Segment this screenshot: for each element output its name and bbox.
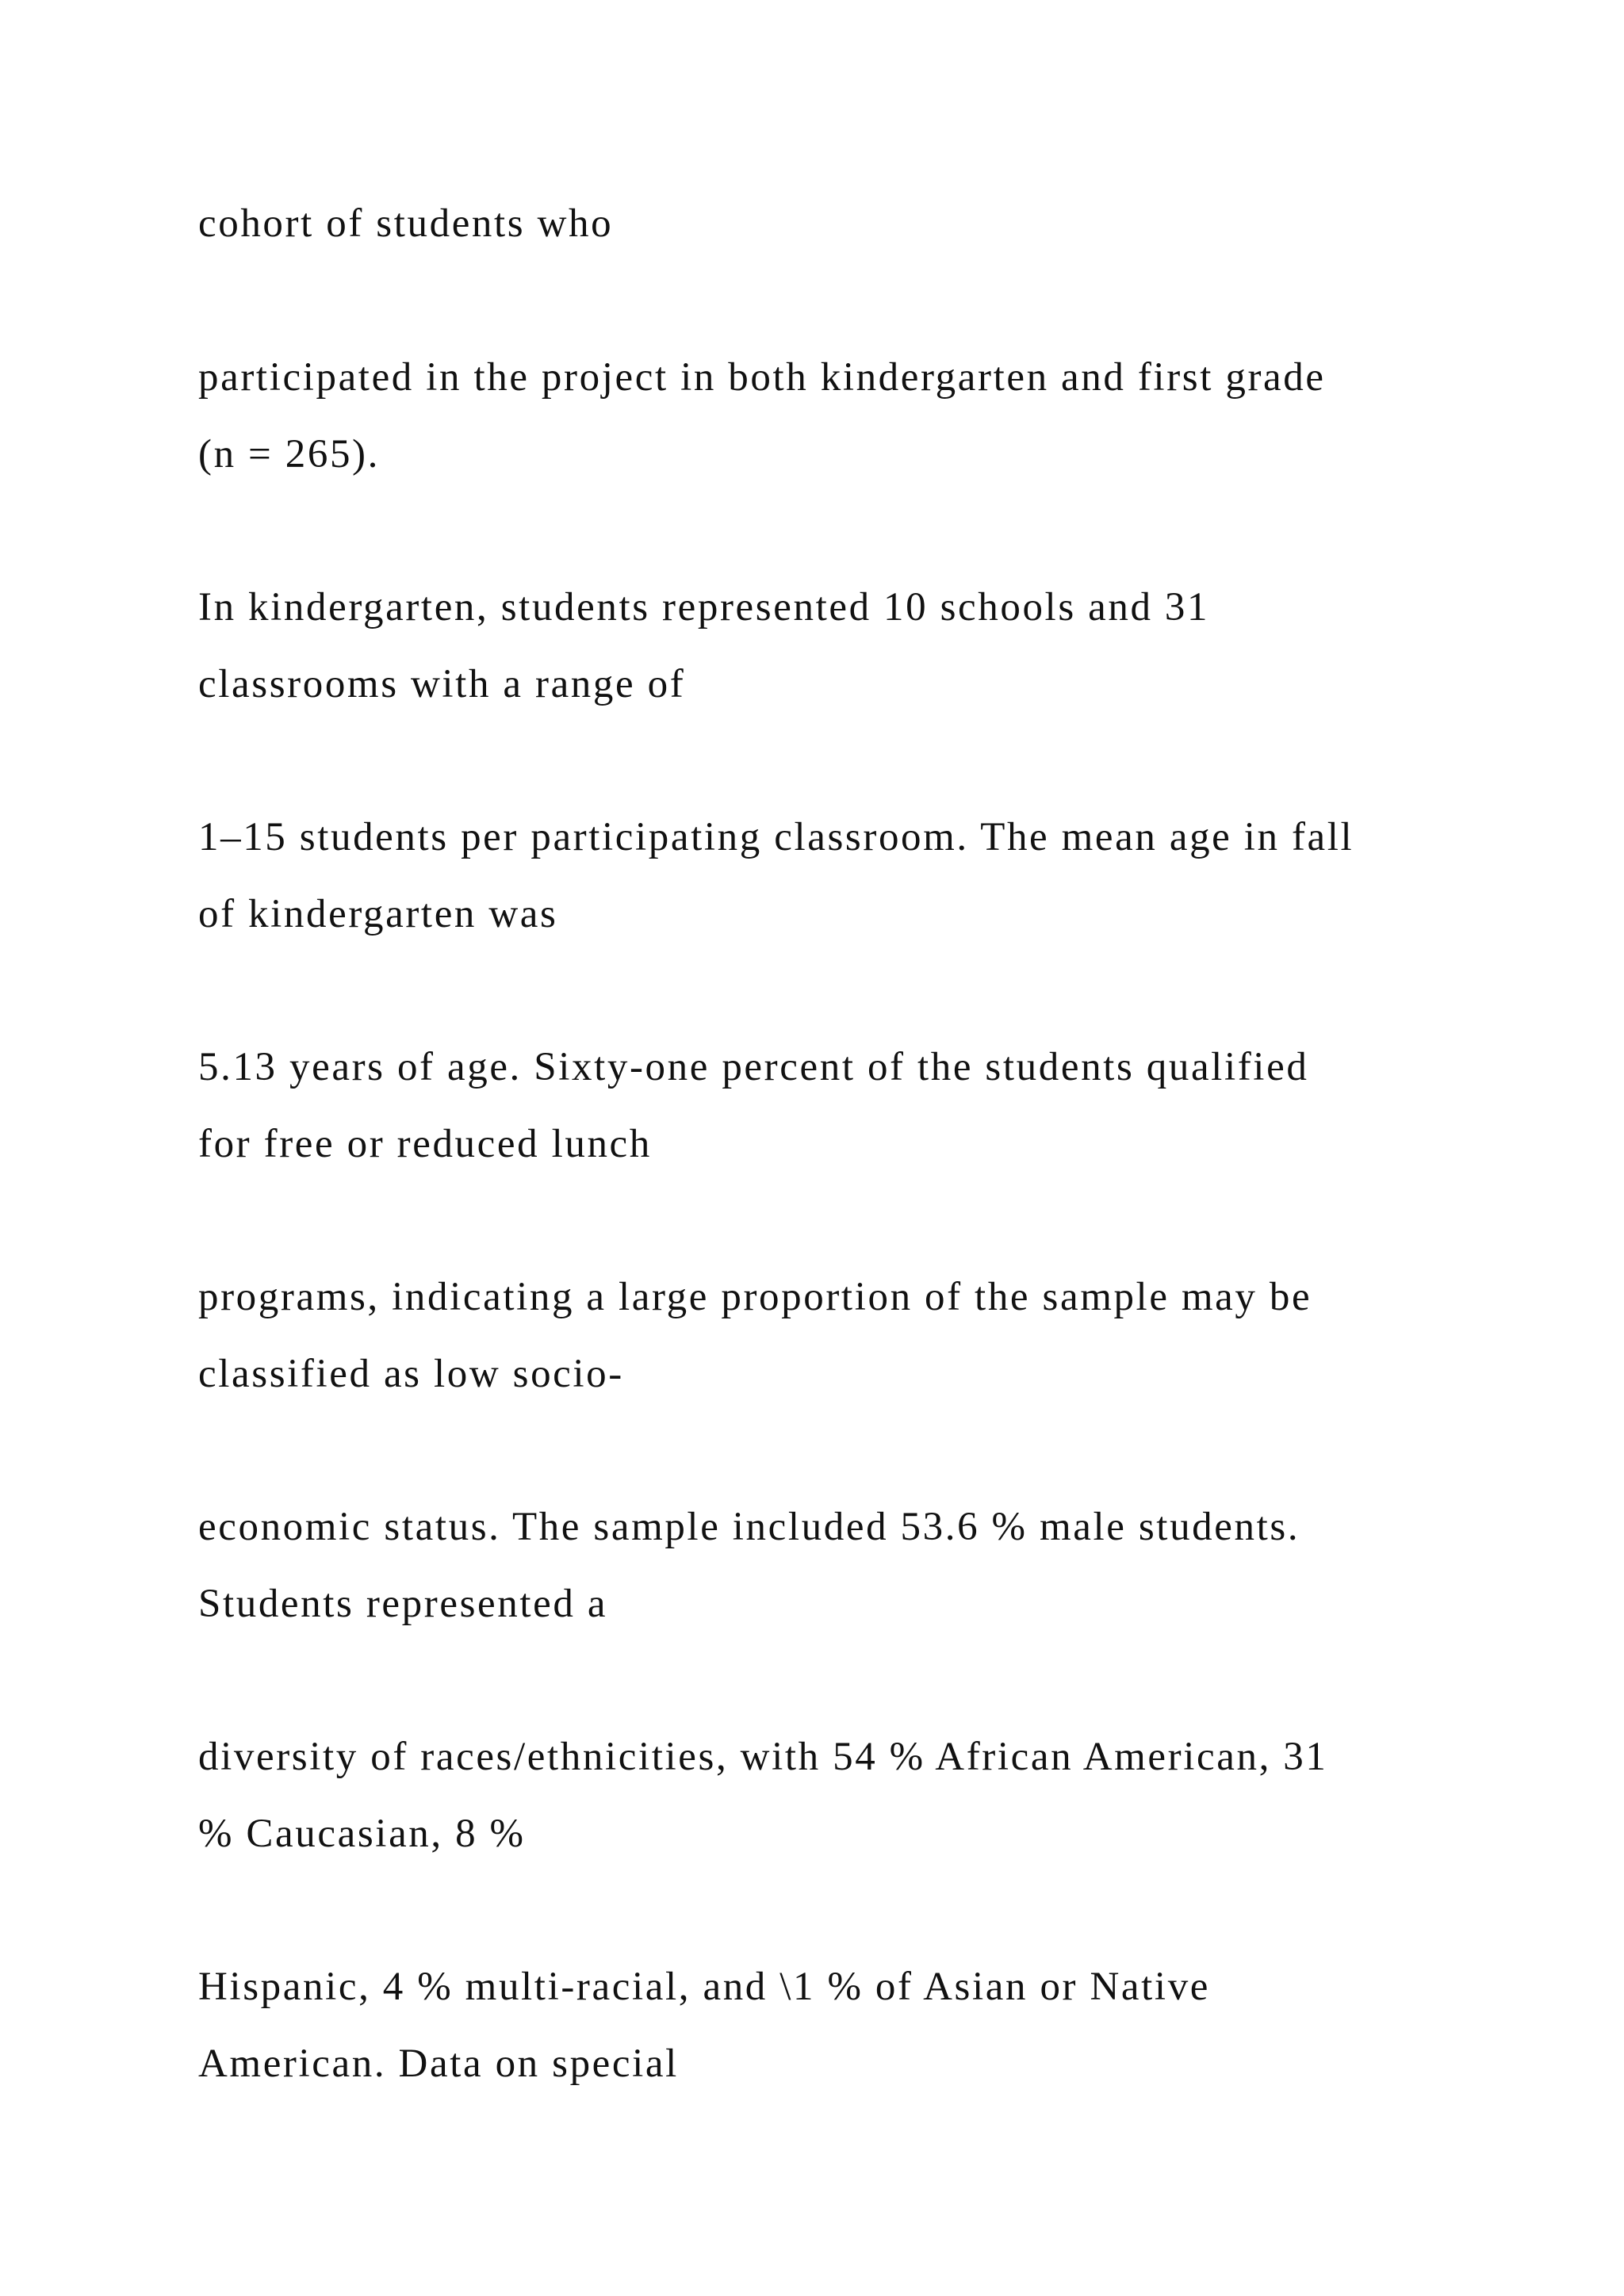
text-line: Students represented a (198, 1582, 608, 1626)
text-line: participated in the project in both kindergarten and first grade (198, 355, 1326, 400)
text-line: American. Data on special (198, 2042, 679, 2086)
text-line: for free or reduced lunch (198, 1122, 652, 1166)
text-line: classrooms with a range of (198, 662, 686, 706)
text-line: Hispanic, 4 % multi-racial, and \1 % of Asian or Native (198, 1965, 1211, 2009)
text-line: classified as low socio- (198, 1352, 624, 1396)
text-line: diversity of races/ethnicities, with 54 % African American, 31 (198, 1735, 1328, 1779)
text-line: economic status. The sample included 53.6 % male students. (198, 1505, 1300, 1549)
text-line: 1–15 students per participating classroom. The mean age in fall (198, 815, 1354, 859)
text-line: In kindergarten, students represented 10 schools and 31 (198, 585, 1210, 629)
text-line: 5.13 years of age. Sixty-one percent of the students qualified (198, 1045, 1309, 1089)
text-line: % Caucasian, 8 % (198, 1812, 526, 1856)
text-line: (n = 265). (198, 432, 380, 476)
text-line: of kindergarten was (198, 892, 558, 936)
text-line: cohort of students who (198, 201, 614, 246)
text-line: programs, indicating a large proportion of the sample may be (198, 1275, 1312, 1319)
